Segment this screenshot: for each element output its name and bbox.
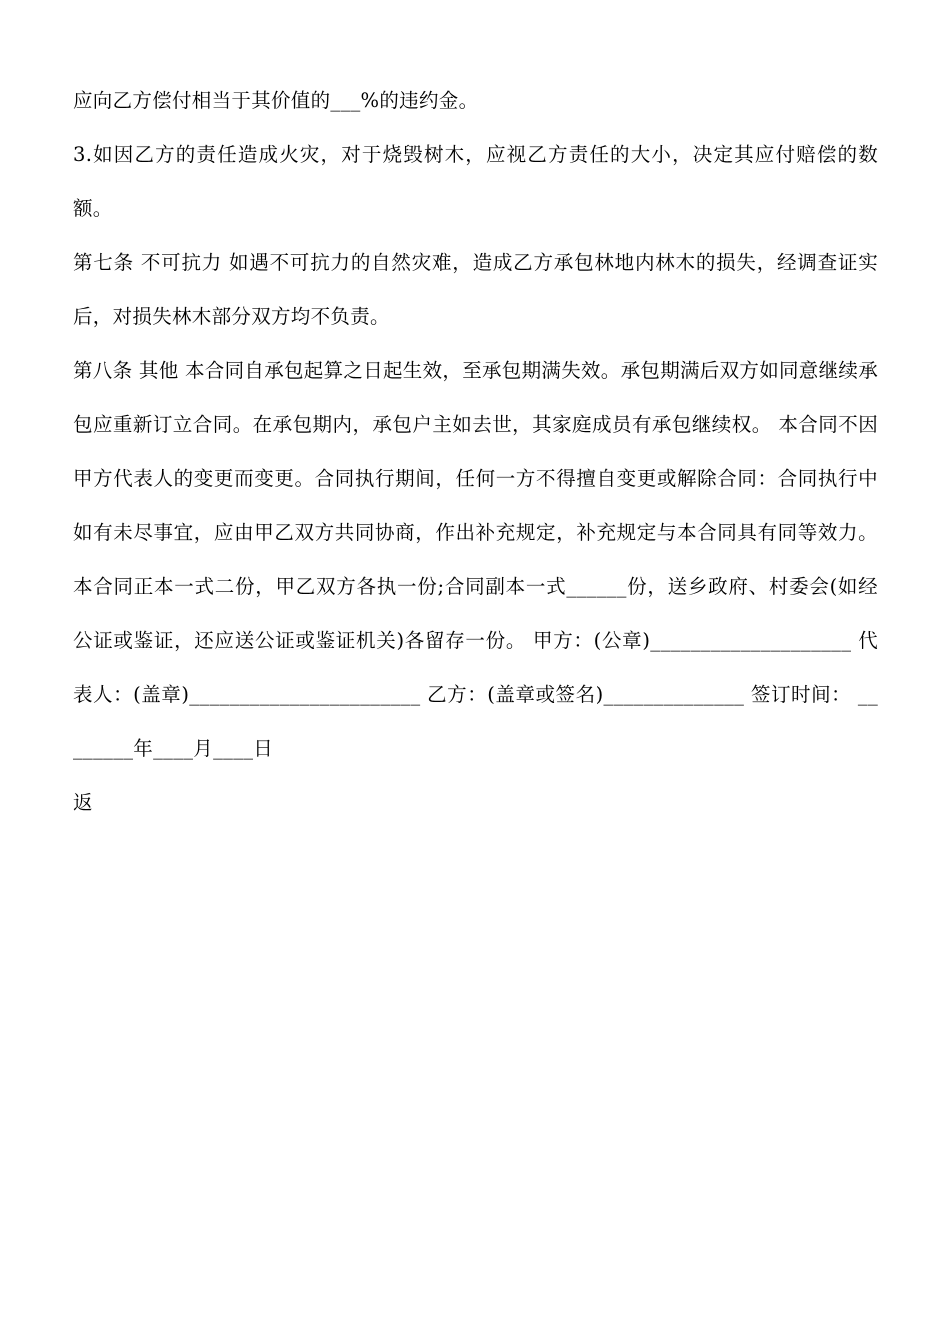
paragraph-article-8-other: 第八条 其他 本合同自承包起算之日起生效，至承包期满失效。承包期满后双方如同意继续承包应重新订立合同。在承包期内，承包户主如去世，其家庭成员有承包继续权。 本合同不因甲方代表人的变更而变更。合同执行期间，任何一方不得擅自变更或解除合同：合同执行中如有未尽事宜，应由甲乙双方共同协商，作出补充规定，补充规定与本合同具有同等效力。 本合同正本一式二份，甲乙双方各执一份;合同副本一式______份，送乡政府、村委会(如经公证或鉴证，还应送公证或鉴证机关)各留存一份。 甲方：(公章)____________________ 代表人：(盖章)_______________________ 乙方：(盖章或签名)______________ 签订时间： ________年____月____日 — [73, 359, 878, 760]
paragraph-article-7-force-majeure: 第七条 不可抗力 如遇不可抗力的自然灾难，造成乙方承包林地内林木的损失，经调查证实后，对损失林木部分双方均不负责。 — [73, 251, 878, 328]
paragraph-penalty-clause: 应向乙方偿付相当于其价值的___%的违约金。 — [73, 89, 479, 112]
document-body — [73, 74, 878, 830]
paragraph-fire-compensation: 3.如因乙方的责任造成火灾，对于烧毁树木，应视乙方责任的大小，决定其应付赔偿的数额。 — [73, 143, 878, 220]
paragraph-return-fragment: 返 — [73, 791, 93, 814]
